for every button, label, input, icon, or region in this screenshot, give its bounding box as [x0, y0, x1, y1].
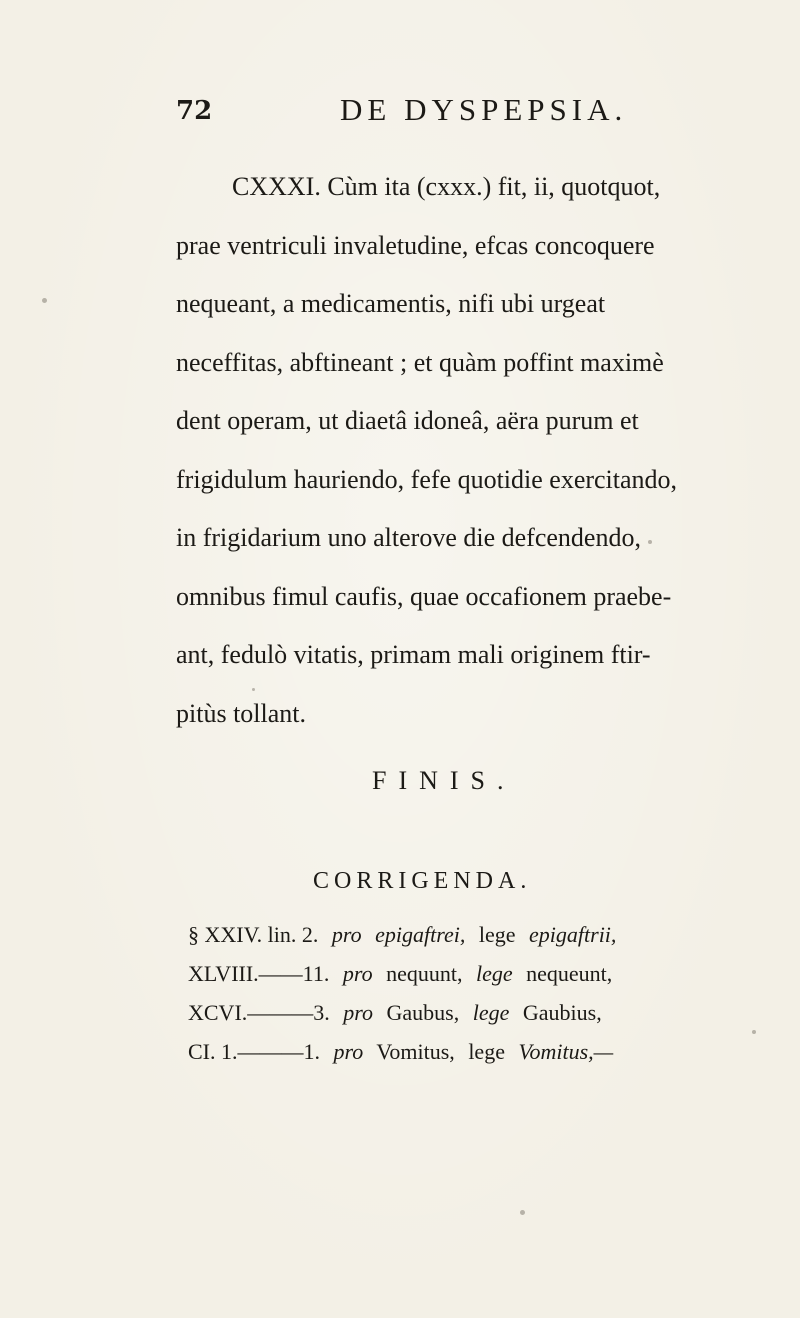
erratum-reference: § XXIV. lin. 2.	[188, 922, 319, 947]
page-number: 72	[176, 96, 213, 126]
paper-speck	[752, 1030, 756, 1034]
erratum-pro: pro	[333, 1039, 364, 1064]
paper-speck	[648, 540, 652, 544]
erratum-wrong: Vomitus,	[376, 1039, 455, 1064]
erratum-lege: lege	[472, 1000, 510, 1025]
erratum-correct: Gaubius,	[522, 1000, 602, 1025]
text-line: in frigidarium uno alterove die defcendendo,	[176, 523, 641, 552]
corrigenda-title: CORRIGENDA.	[313, 868, 532, 894]
erratum-pro: pro	[331, 922, 362, 947]
erratum-lege: lege	[468, 1039, 505, 1064]
paper-speck	[42, 298, 47, 303]
erratum-entry	[188, 915, 788, 954]
erratum-correct: epigaftrii,	[529, 922, 617, 947]
erratum-pro: pro	[343, 1000, 374, 1025]
body-paragraph	[176, 158, 796, 743]
erratum-lege: lege	[476, 961, 513, 986]
paper-speck	[252, 688, 255, 691]
text-line: omnibus fimul caufis, quae occafionem praebe-	[176, 581, 672, 611]
running-head: DE DYSPEPSIA.	[340, 92, 628, 127]
erratum-wrong: epigaftrei,	[375, 922, 466, 947]
text-line: ant, fedulò vitatis, primam mali originem ftir-	[176, 640, 651, 669]
erratum-lege: lege	[478, 922, 516, 947]
erratum-reference: XLVIII.——11.	[188, 961, 330, 986]
finis-heading: FINIS.	[372, 766, 516, 795]
paper-speck	[520, 1210, 525, 1215]
erratum-wrong: Gaubus,	[386, 1000, 460, 1025]
text-line: neceffitas, abftineant ; et quàm poffint maximè	[176, 347, 664, 377]
erratum-reference: XCVI.———3.	[188, 1000, 330, 1025]
erratum-pro: pro	[342, 961, 373, 986]
erratum-correct: nequeunt,	[526, 961, 613, 986]
text-line: CXXXI. Cùm ita (cxxx.) fit, ii, quotquot,	[232, 172, 661, 201]
errata-list	[188, 915, 788, 1071]
erratum-entry	[188, 993, 788, 1032]
page-header	[0, 92, 800, 132]
erratum-correct: Vomitus,—	[518, 1039, 614, 1064]
text-line: nequeant, a medicamentis, nifi ubi urgeat	[176, 289, 606, 318]
erratum-reference: CI. 1.———1.	[188, 1039, 320, 1064]
text-line: dent operam, ut diaetâ idoneâ, aëra purum et	[176, 406, 639, 435]
text-line: pitùs tollant.	[176, 698, 306, 728]
erratum-entry	[188, 1032, 788, 1071]
text-line: frigidulum hauriendo, fefe quotidie exercitando,	[176, 464, 678, 494]
text-line: prae ventriculi invaletudine, efcas concoquere	[176, 230, 655, 260]
erratum-wrong: nequunt,	[386, 961, 463, 986]
erratum-entry	[188, 954, 788, 993]
